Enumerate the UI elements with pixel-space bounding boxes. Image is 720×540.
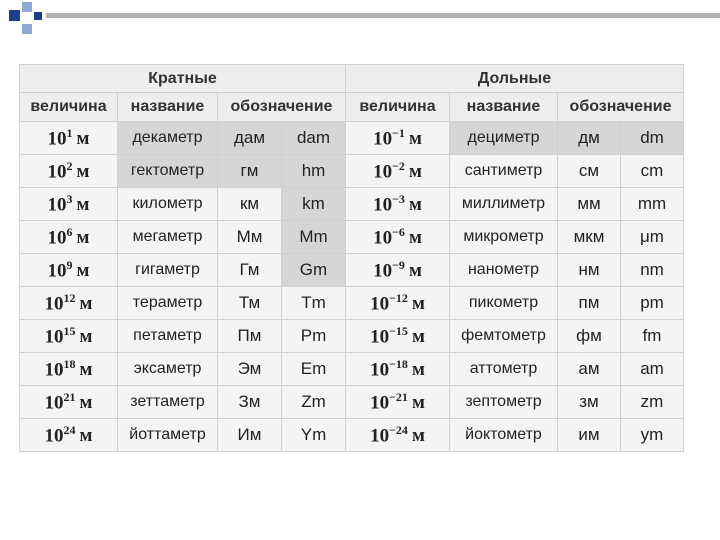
submultiple-name-cell: сантиметр: [450, 155, 558, 188]
unit-label: м: [76, 161, 90, 183]
submultiple-symbol-ru-cell: пм: [558, 287, 621, 320]
unit-label: м: [408, 128, 422, 150]
unit-label: м: [411, 392, 425, 414]
power-exponent: −3: [392, 191, 405, 206]
power-base: 10: [370, 293, 390, 315]
power-exponent: 9: [66, 257, 73, 272]
multiple-symbol-intl-cell: Zm: [282, 386, 346, 419]
submultiple-magnitude-cell: [346, 254, 450, 287]
power-base: 10: [373, 161, 393, 183]
table-row: [20, 122, 684, 155]
submultiple-symbol-intl-cell: dm: [621, 122, 684, 155]
multiple-symbol-ru-cell: км: [218, 188, 282, 221]
power-exponent: 18: [63, 356, 76, 371]
submultiple-symbol-intl-cell: fm: [621, 320, 684, 353]
multiple-symbol-intl-cell: hm: [282, 155, 346, 188]
power-exponent: −6: [392, 224, 405, 239]
submultiple-symbol-ru-cell: им: [558, 419, 621, 452]
submultiple-symbol-ru-cell: фм: [558, 320, 621, 353]
table-row: [20, 287, 684, 320]
multiple-symbol-intl-cell: Pm: [282, 320, 346, 353]
submultiple-name-cell: фемтометр: [450, 320, 558, 353]
multiple-symbol-ru-cell: Пм: [218, 320, 282, 353]
multiple-name-cell: эксаметр: [118, 353, 218, 386]
table-row: [20, 254, 684, 287]
submultiple-magnitude-cell: [346, 287, 450, 320]
power-exponent: −21: [389, 389, 408, 404]
submultiples-header: Дольные: [346, 65, 684, 93]
submultiple-magnitude-cell: [346, 155, 450, 188]
multiple-magnitude-cell: [20, 353, 118, 386]
multiple-symbol-intl-cell: Gm: [282, 254, 346, 287]
power-base: 10: [47, 161, 67, 183]
name-header: название: [118, 93, 218, 122]
metric-prefix-table: [19, 64, 684, 452]
submultiple-symbol-intl-cell: μm: [621, 221, 684, 254]
power-exponent: 6: [66, 224, 73, 239]
table-row: [20, 188, 684, 221]
unit-label: м: [411, 425, 425, 447]
table-row: [20, 320, 684, 353]
multiple-symbol-intl-cell: Tm: [282, 287, 346, 320]
multiple-name-cell: зеттаметр: [118, 386, 218, 419]
submultiple-name-cell: зептометр: [450, 386, 558, 419]
multiple-symbol-ru-cell: Эм: [218, 353, 282, 386]
submultiple-symbol-intl-cell: cm: [621, 155, 684, 188]
multiple-symbol-intl-cell: dam: [282, 122, 346, 155]
unit-label: м: [408, 227, 422, 249]
multiple-symbol-intl-cell: Ym: [282, 419, 346, 452]
power-exponent: −2: [392, 158, 405, 173]
power-base: 10: [373, 227, 393, 249]
submultiple-magnitude-cell: [346, 122, 450, 155]
power-base: 10: [373, 194, 393, 216]
unit-label: м: [411, 293, 425, 315]
power-base: 10: [370, 392, 390, 414]
multiple-magnitude-cell: [20, 254, 118, 287]
slide-corner-decoration: [0, 0, 60, 45]
unit-label: м: [408, 161, 422, 183]
submultiple-magnitude-cell: [346, 353, 450, 386]
multiple-symbol-intl-cell: Em: [282, 353, 346, 386]
unit-label: м: [408, 260, 422, 282]
multiple-name-cell: гигаметр: [118, 254, 218, 287]
multiple-symbol-ru-cell: Мм: [218, 221, 282, 254]
submultiple-symbol-intl-cell: ym: [621, 419, 684, 452]
submultiple-magnitude-cell: [346, 188, 450, 221]
power-base: 10: [370, 359, 390, 381]
submultiple-name-cell: миллиметр: [450, 188, 558, 221]
unit-label: м: [408, 194, 422, 216]
multiple-magnitude-cell: [20, 122, 118, 155]
submultiple-symbol-intl-cell: zm: [621, 386, 684, 419]
submultiple-name-cell: пикометр: [450, 287, 558, 320]
multiple-magnitude-cell: [20, 320, 118, 353]
square-bullet-icon: [9, 10, 20, 21]
multiple-name-cell: йоттаметр: [118, 419, 218, 452]
table-row: [20, 155, 684, 188]
unit-label: м: [411, 326, 425, 348]
square-bullet-icon: [34, 12, 42, 20]
unit-label: м: [411, 359, 425, 381]
multiple-symbol-ru-cell: гм: [218, 155, 282, 188]
symbol-header: обозначение: [558, 93, 684, 122]
power-exponent: 15: [63, 323, 76, 338]
power-base: 10: [44, 293, 64, 315]
multiple-symbol-intl-cell: km: [282, 188, 346, 221]
power-base: 10: [44, 425, 64, 447]
multiple-symbol-ru-cell: Гм: [218, 254, 282, 287]
table-row: [20, 386, 684, 419]
unit-label: м: [79, 326, 93, 348]
submultiple-symbol-ru-cell: зм: [558, 386, 621, 419]
multiple-magnitude-cell: [20, 386, 118, 419]
power-exponent: −9: [392, 257, 405, 272]
submultiple-symbol-intl-cell: nm: [621, 254, 684, 287]
multiple-name-cell: километр: [118, 188, 218, 221]
submultiple-symbol-intl-cell: mm: [621, 188, 684, 221]
power-base: 10: [370, 326, 390, 348]
square-bullet-icon: [22, 24, 32, 34]
submultiple-name-cell: дециметр: [450, 122, 558, 155]
power-exponent: 1: [66, 125, 73, 140]
submultiple-magnitude-cell: [346, 419, 450, 452]
multiple-magnitude-cell: [20, 287, 118, 320]
submultiple-symbol-ru-cell: мкм: [558, 221, 621, 254]
table-row: [20, 419, 684, 452]
power-exponent: −15: [389, 323, 408, 338]
multiple-symbol-ru-cell: Зм: [218, 386, 282, 419]
slide-top-rule: [46, 13, 720, 18]
unit-label: м: [79, 293, 93, 315]
multiple-symbol-ru-cell: Им: [218, 419, 282, 452]
power-exponent: 2: [66, 158, 73, 173]
power-exponent: −24: [389, 422, 408, 437]
unit-label: м: [76, 194, 90, 216]
power-base: 10: [47, 227, 67, 249]
submultiple-magnitude-cell: [346, 320, 450, 353]
multiple-name-cell: мегаметр: [118, 221, 218, 254]
symbol-header: обозначение: [218, 93, 346, 122]
multiple-name-cell: декаметр: [118, 122, 218, 155]
unit-label: м: [79, 425, 93, 447]
unit-label: м: [76, 227, 90, 249]
power-exponent: −12: [389, 290, 408, 305]
submultiple-name-cell: микрометр: [450, 221, 558, 254]
power-exponent: 12: [63, 290, 76, 305]
unit-label: м: [79, 359, 93, 381]
power-exponent: 3: [66, 191, 73, 206]
name-header: название: [450, 93, 558, 122]
multiple-symbol-ru-cell: Тм: [218, 287, 282, 320]
submultiple-magnitude-cell: [346, 221, 450, 254]
submultiple-symbol-intl-cell: am: [621, 353, 684, 386]
submultiple-symbol-ru-cell: нм: [558, 254, 621, 287]
submultiple-symbol-ru-cell: см: [558, 155, 621, 188]
power-base: 10: [44, 392, 64, 414]
submultiple-magnitude-cell: [346, 386, 450, 419]
submultiple-symbol-ru-cell: мм: [558, 188, 621, 221]
power-base: 10: [47, 128, 67, 150]
multiple-name-cell: тераметр: [118, 287, 218, 320]
power-exponent: −18: [389, 356, 408, 371]
square-bullet-icon: [22, 2, 32, 12]
power-base: 10: [373, 260, 393, 282]
power-base: 10: [47, 194, 67, 216]
table-row: [20, 353, 684, 386]
submultiple-name-cell: нанометр: [450, 254, 558, 287]
power-base: 10: [44, 326, 64, 348]
submultiple-name-cell: йоктометр: [450, 419, 558, 452]
multiple-magnitude-cell: [20, 419, 118, 452]
multiple-magnitude-cell: [20, 188, 118, 221]
unit-label: м: [79, 392, 93, 414]
unit-label: м: [76, 260, 90, 282]
table-body: [20, 122, 684, 452]
multiple-magnitude-cell: [20, 221, 118, 254]
submultiple-symbol-ru-cell: дм: [558, 122, 621, 155]
submultiple-name-cell: аттометр: [450, 353, 558, 386]
multiple-name-cell: петаметр: [118, 320, 218, 353]
power-base: 10: [44, 359, 64, 381]
submultiple-symbol-intl-cell: pm: [621, 287, 684, 320]
magnitude-header: величина: [346, 93, 450, 122]
magnitude-header: величина: [20, 93, 118, 122]
multiple-symbol-intl-cell: Mm: [282, 221, 346, 254]
power-exponent: 21: [63, 389, 76, 404]
multiple-magnitude-cell: [20, 155, 118, 188]
table-row: [20, 221, 684, 254]
power-base: 10: [47, 260, 67, 282]
submultiple-symbol-ru-cell: ам: [558, 353, 621, 386]
unit-label: м: [76, 128, 90, 150]
multiples-header: Кратные: [20, 65, 346, 93]
multiple-name-cell: гектометр: [118, 155, 218, 188]
power-base: 10: [373, 128, 393, 150]
multiple-symbol-ru-cell: дам: [218, 122, 282, 155]
power-exponent: 24: [63, 422, 76, 437]
power-exponent: −1: [392, 125, 405, 140]
power-base: 10: [370, 425, 390, 447]
